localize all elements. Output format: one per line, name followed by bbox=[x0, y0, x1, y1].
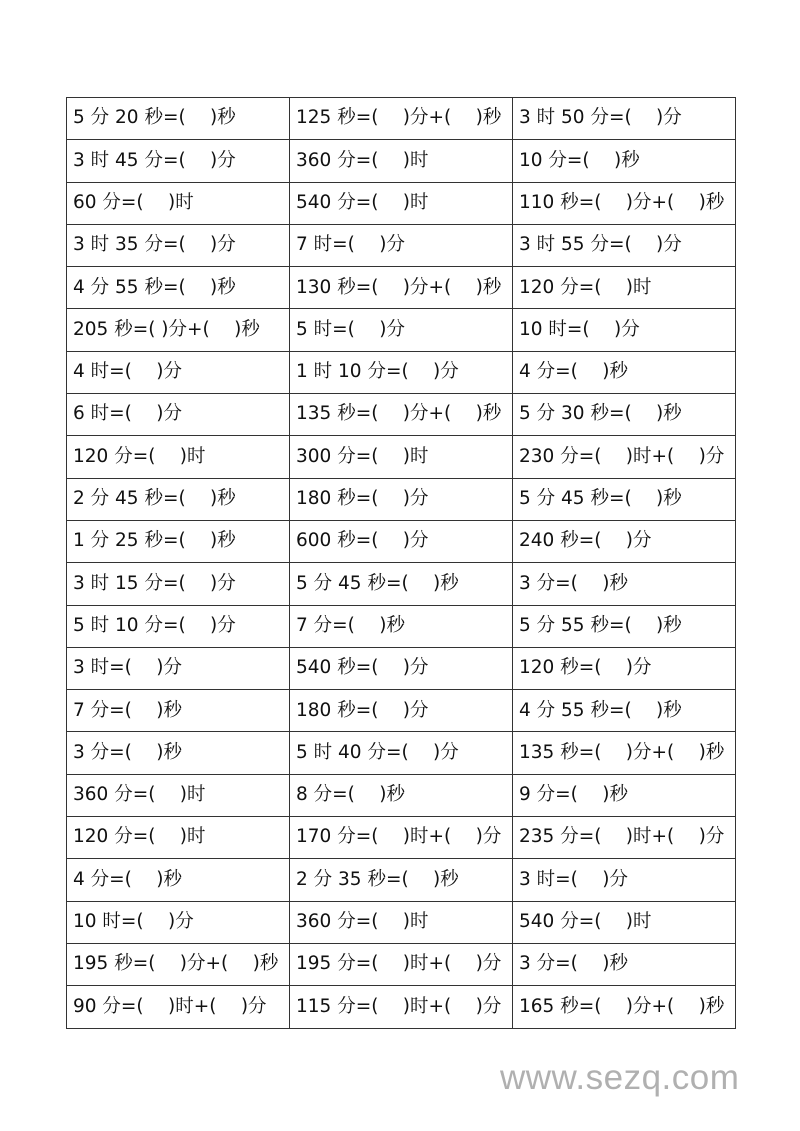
problem-cell: 4 时=( )分 bbox=[67, 351, 290, 393]
problem-cell: 6 时=( )分 bbox=[67, 394, 290, 436]
problem-cell: 360 分=( )时 bbox=[290, 140, 513, 182]
problem-cell: 7 时=( )分 bbox=[290, 224, 513, 266]
problem-cell: 3 分=( )秒 bbox=[513, 943, 736, 985]
problem-cell: 3 时 55 分=( )分 bbox=[513, 224, 736, 266]
problem-cell: 3 分=( )秒 bbox=[67, 732, 290, 774]
problem-cell: 195 秒=( )分+( )秒 bbox=[67, 943, 290, 985]
problem-cell: 4 分 55 秒=( )秒 bbox=[513, 690, 736, 732]
table-row bbox=[67, 224, 736, 266]
problem-cell: 3 时 45 分=( )分 bbox=[67, 140, 290, 182]
problem-cell: 5 时 40 分=( )分 bbox=[290, 732, 513, 774]
problem-cell: 195 分=( )时+( )分 bbox=[290, 943, 513, 985]
problem-cell: 540 分=( )时 bbox=[290, 182, 513, 224]
problem-cell: 4 分=( )秒 bbox=[513, 351, 736, 393]
problem-cell: 1 时 10 分=( )分 bbox=[290, 351, 513, 393]
problem-cell: 180 秒=( )分 bbox=[290, 478, 513, 520]
table-row bbox=[67, 647, 736, 689]
table-row bbox=[67, 690, 736, 732]
problem-cell: 300 分=( )时 bbox=[290, 436, 513, 478]
table-row bbox=[67, 774, 736, 816]
table-row bbox=[67, 986, 736, 1028]
table-row bbox=[67, 943, 736, 985]
problem-cell: 180 秒=( )分 bbox=[290, 690, 513, 732]
problem-cell: 230 分=( )时+( )分 bbox=[513, 436, 736, 478]
table-row bbox=[67, 732, 736, 774]
problem-cell: 110 秒=( )分+( )秒 bbox=[513, 182, 736, 224]
problem-cell: 5 时=( )分 bbox=[290, 309, 513, 351]
table-row bbox=[67, 267, 736, 309]
problem-cell: 2 分 35 秒=( )秒 bbox=[290, 859, 513, 901]
problem-cell: 4 分 55 秒=( )秒 bbox=[67, 267, 290, 309]
problem-cell: 5 分 45 秒=( )秒 bbox=[290, 563, 513, 605]
table-row bbox=[67, 605, 736, 647]
table-row bbox=[67, 98, 736, 140]
problem-cell: 3 时 50 分=( )分 bbox=[513, 98, 736, 140]
problem-cell: 360 分=( )时 bbox=[67, 774, 290, 816]
problem-cell: 165 秒=( )分+( )秒 bbox=[513, 986, 736, 1028]
site-watermark: www.sezq.com bbox=[500, 1058, 740, 1097]
worksheet-table bbox=[66, 97, 736, 1029]
problem-cell: 5 时 10 分=( )分 bbox=[67, 605, 290, 647]
problem-cell: 205 秒=( )分+( )秒 bbox=[67, 309, 290, 351]
table-row bbox=[67, 309, 736, 351]
problem-cell: 130 秒=( )分+( )秒 bbox=[290, 267, 513, 309]
table-row bbox=[67, 182, 736, 224]
problem-cell: 540 分=( )时 bbox=[513, 901, 736, 943]
table-row bbox=[67, 817, 736, 859]
problem-cell: 120 秒=( )分 bbox=[513, 647, 736, 689]
table-row bbox=[67, 901, 736, 943]
problem-cell: 240 秒=( )分 bbox=[513, 520, 736, 562]
problem-cell: 120 分=( )时 bbox=[513, 267, 736, 309]
problem-cell: 540 秒=( )分 bbox=[290, 647, 513, 689]
problem-cell: 5 分 30 秒=( )秒 bbox=[513, 394, 736, 436]
table-row bbox=[67, 563, 736, 605]
problem-cell: 125 秒=( )分+( )秒 bbox=[290, 98, 513, 140]
problem-cell: 7 分=( )秒 bbox=[290, 605, 513, 647]
problem-cell: 360 分=( )时 bbox=[290, 901, 513, 943]
table-row bbox=[67, 436, 736, 478]
problem-cell: 8 分=( )秒 bbox=[290, 774, 513, 816]
table-row bbox=[67, 520, 736, 562]
problem-cell: 7 分=( )秒 bbox=[67, 690, 290, 732]
problem-cell: 135 秒=( )分+( )秒 bbox=[290, 394, 513, 436]
problem-cell: 120 分=( )时 bbox=[67, 817, 290, 859]
problem-cell: 5 分 20 秒=( )秒 bbox=[67, 98, 290, 140]
table-row bbox=[67, 478, 736, 520]
problem-cell: 3 时 15 分=( )分 bbox=[67, 563, 290, 605]
table-row bbox=[67, 140, 736, 182]
problem-cell: 90 分=( )时+( )分 bbox=[67, 986, 290, 1028]
problem-cell: 170 分=( )时+( )分 bbox=[290, 817, 513, 859]
problem-cell: 600 秒=( )分 bbox=[290, 520, 513, 562]
table-row bbox=[67, 394, 736, 436]
problem-cell: 135 秒=( )分+( )秒 bbox=[513, 732, 736, 774]
problem-cell: 3 时=( )分 bbox=[67, 647, 290, 689]
problem-cell: 2 分 45 秒=( )秒 bbox=[67, 478, 290, 520]
problem-cell: 120 分=( )时 bbox=[67, 436, 290, 478]
worksheet-body bbox=[67, 98, 736, 1029]
problem-cell: 3 时=( )分 bbox=[513, 859, 736, 901]
problem-cell: 4 分=( )秒 bbox=[67, 859, 290, 901]
problem-cell: 5 分 55 秒=( )秒 bbox=[513, 605, 736, 647]
problem-cell: 60 分=( )时 bbox=[67, 182, 290, 224]
problem-cell: 3 时 35 分=( )分 bbox=[67, 224, 290, 266]
table-row bbox=[67, 351, 736, 393]
problem-cell: 5 分 45 秒=( )秒 bbox=[513, 478, 736, 520]
problem-cell: 235 分=( )时+( )分 bbox=[513, 817, 736, 859]
problem-cell: 3 分=( )秒 bbox=[513, 563, 736, 605]
problem-cell: 9 分=( )秒 bbox=[513, 774, 736, 816]
problem-cell: 1 分 25 秒=( )秒 bbox=[67, 520, 290, 562]
table-row bbox=[67, 859, 736, 901]
problem-cell: 10 时=( )分 bbox=[67, 901, 290, 943]
problem-cell: 10 分=( )秒 bbox=[513, 140, 736, 182]
problem-cell: 115 分=( )时+( )分 bbox=[290, 986, 513, 1028]
problem-cell: 10 时=( )分 bbox=[513, 309, 736, 351]
